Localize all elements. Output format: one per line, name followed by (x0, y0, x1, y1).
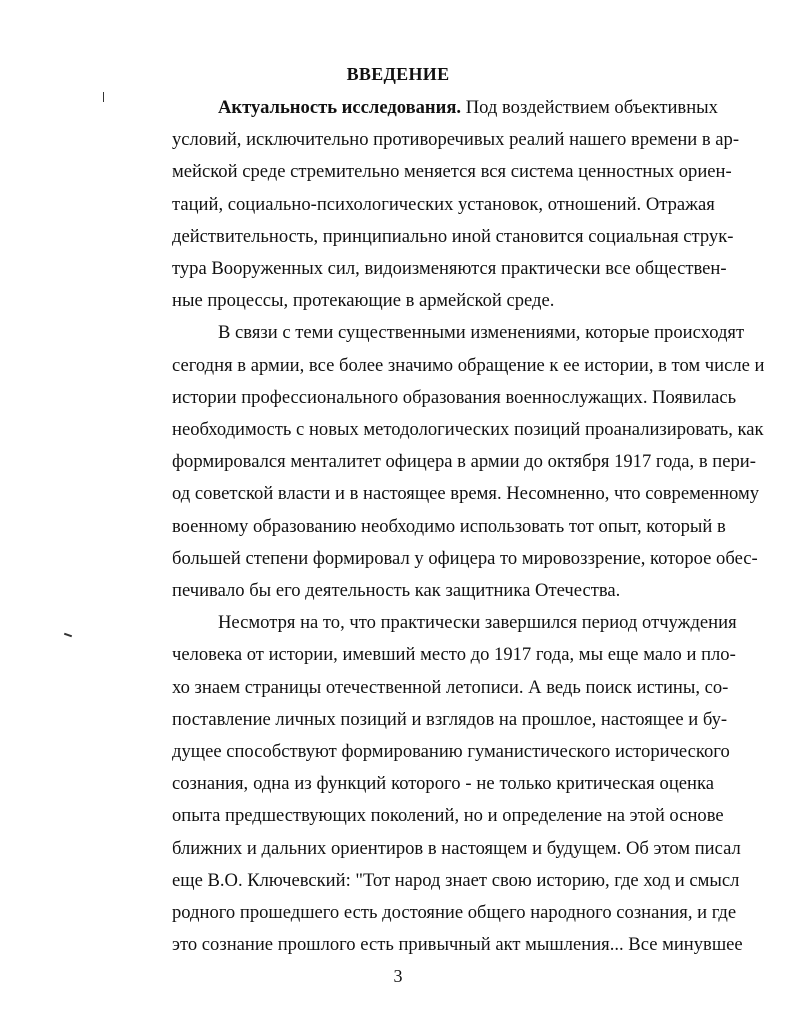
text-line: од советской власти и в настоящее время. Несомненно, что современному (172, 483, 760, 505)
document-title: ВВЕДЕНИЕ (346, 64, 450, 84)
text-line: Несмотря на то, что практически завершился период отчуждения (218, 612, 737, 634)
text-line: условий, исключительно противоречивых реалий нашего времени в ар- (172, 129, 740, 151)
document-body (126, 92, 765, 961)
text-run: Под воздействием объективных (461, 97, 718, 118)
paragraph-3 (126, 607, 743, 961)
text-line: ближних и дальних ориентиров в настоящем и будущем. Об этом писал (172, 837, 741, 859)
text-line: мейской среде стремительно меняется вся система ценностных ориен- (172, 161, 732, 183)
text-line: еще В.О. Ключевский: "Тот народ знает свою историю, где ход и смысл (172, 869, 740, 891)
text-line: большей степени формировал у офицера то мировоззрение, которое обес- (172, 547, 758, 569)
text-line: человека от истории, имевший место до 1917 года, мы еще мало и пло- (172, 644, 736, 666)
text-line: хо знаем страницы отечественной летописи. А ведь поиск истины, со- (172, 676, 729, 698)
text-line: родного прошедшего есть достояние общего народного сознания, и где (172, 902, 737, 924)
text-line: действительность, принципиально иной становится социальная струк- (172, 225, 734, 247)
text-line: необходимость с новых методологических позиций проанализировать, как (172, 419, 764, 441)
paragraph-2 (126, 317, 765, 607)
text-line (126, 92, 718, 124)
text-line: тура Вооруженных сил, видоизменяются практически все обществен- (172, 258, 727, 280)
text-line: сознания, одна из функций которого - не только критическая оценка (172, 773, 714, 795)
page-number: 3 (393, 966, 403, 986)
text-line: формировался менталитет офицера в армии до октября 1917 года, в пери- (172, 451, 756, 473)
paragraph-1 (126, 92, 740, 317)
text-line: опыта предшествующих поколений, но и определение на этой основе (172, 805, 724, 827)
text-line: В связи с теми существенными изменениями, которые происходят (218, 322, 745, 344)
text-line: ные процессы, протекающие в армейской среде. (172, 290, 555, 312)
scan-artifact (103, 92, 104, 102)
text-line: истории профессионального образования военнослужащих. Появилась (172, 386, 737, 408)
text-line: дущее способствуют формированию гуманистического исторического (172, 741, 730, 763)
text-line: это сознание прошлого есть привычный акт мышления... Все минувшее (172, 934, 743, 956)
text-line: печивало бы его деятельность как защитника Отечества. (172, 580, 621, 602)
text-line: военному образованию необходимо использовать тот опыт, который в (172, 515, 726, 537)
lead-bold-phrase: Актуальность исследования. (218, 97, 462, 118)
text-line: поставление личных позиций и взглядов на прошлое, настоящее и бу- (172, 708, 728, 730)
text-line: сегодня в армии, все более значимо обращение к ее истории, в том числе и (172, 354, 765, 376)
text-line: таций, социально-психологических установок, отношений. Отражая (172, 193, 715, 215)
scan-artifact (64, 633, 72, 638)
